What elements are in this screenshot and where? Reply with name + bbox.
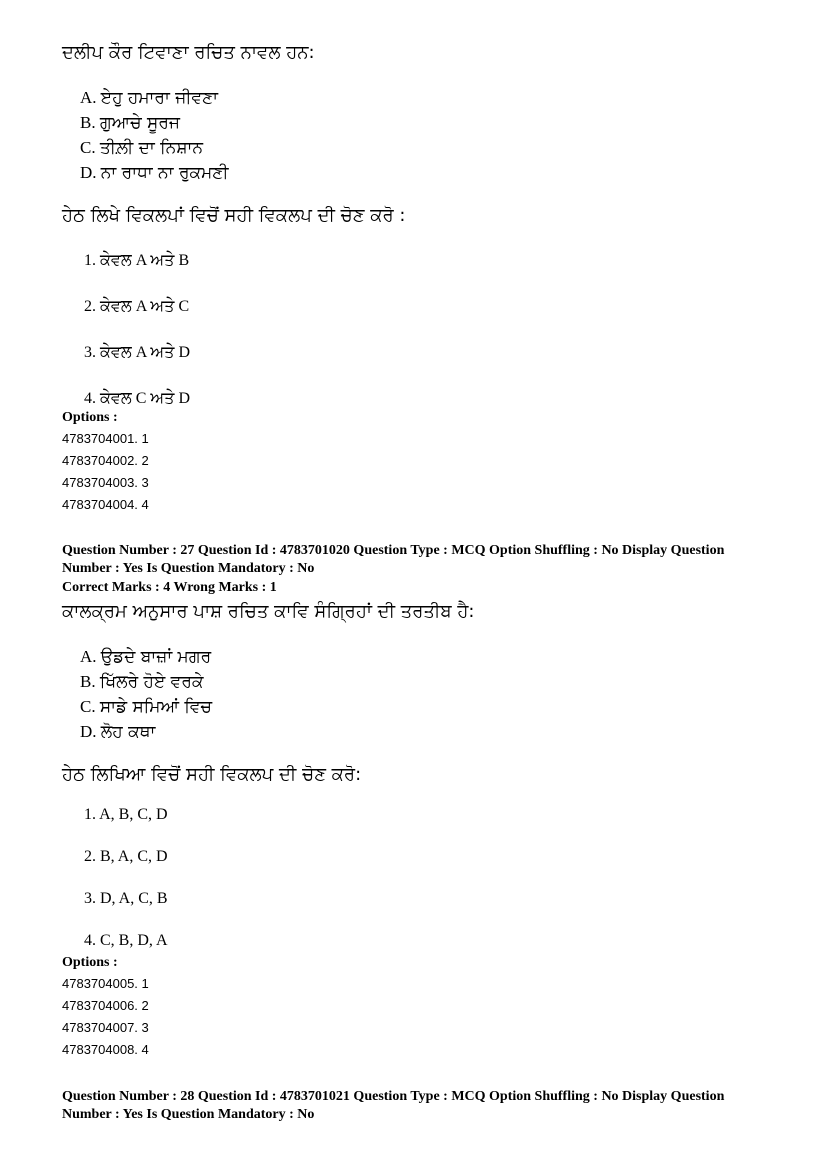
q26-option-id-1: 4783704001. 1 <box>62 431 149 446</box>
q26-choice-4[interactable]: 4. ਕੇਵਲ C ਅਤੇ D <box>84 388 190 407</box>
q26-choice-2[interactable]: 2. ਕੇਵਲ A ਅਤੇ C <box>84 296 190 315</box>
q27-option-id-1: 4783704005. 1 <box>62 976 149 991</box>
q26-option-id-3: 4783704003. 3 <box>62 475 149 490</box>
q27-item-c: C. ਸਾਡੇ ਸਮਿਆਂ ਵਿਚ <box>80 697 212 717</box>
q26-options-label: Options : <box>62 410 118 425</box>
q27-item-d: D. ਲੋਹ ਕਥਾ <box>80 722 156 742</box>
q28-meta-line2: Number : Yes Is Question Mandatory : No <box>62 1107 315 1122</box>
q27-choice-3[interactable]: 3. D, A, C, B <box>84 890 168 907</box>
q26-stem: ਦਲੀਪ ਕੌਰ ਟਿਵਾਣਾ ਰਚਿਤ ਨਾਵਲ ਹਨ: <box>62 42 315 63</box>
q26-option-id-2: 4783704002. 2 <box>62 453 149 468</box>
q26-item-b: B. ਗੁਆਚੇ ਸੂਰਜ <box>80 113 180 133</box>
q26-choice-1[interactable]: 1. ਕੇਵਲ A ਅਤੇ B <box>84 250 190 269</box>
q26-option-id-4: 4783704004. 4 <box>62 497 149 512</box>
q27-item-b: B. ਖਿੱਲਰੇ ਹੋਏ ਵਰਕੇ <box>80 672 204 692</box>
q26-item-c: C. ਤੀਲ਼ੀ ਦਾ ਨਿਸ਼ਾਨ <box>80 138 204 158</box>
q27-choice-4[interactable]: 4. C, B, D, A <box>84 932 168 949</box>
q27-stem: ਕਾਲਕ੍ਰਮ ਅਨੁਸਾਰ ਪਾਸ਼ ਰਚਿਤ ਕਾਵਿ ਸੰਗ੍ਰਿਹਾਂ ਦੀ ਤਰਤੀਬ ਹੈ: <box>62 601 475 622</box>
q26-item-d: D. ਨਾ ਰਾਧਾ ਨਾ ਰੁਕਮਣੀ <box>80 163 229 183</box>
q26-choice-3[interactable]: 3. ਕੇਵਲ A ਅਤੇ D <box>84 342 190 361</box>
q27-options-label: Options : <box>62 955 118 970</box>
q26-item-a: A. ਏਹੁ ਹਮਾਰਾ ਜੀਵਣਾ <box>80 88 219 108</box>
q27-marks: Correct Marks : 4 Wrong Marks : 1 <box>62 580 277 595</box>
q28-meta-line1: Question Number : 28 Question Id : 4783701021 Question Type : MCQ Option Shuffling : No Display Question <box>62 1089 725 1104</box>
q27-instruction: ਹੇਠ ਲਿਖਿਆ ਵਿਚੋਂ ਸਹੀ ਵਿਕਲਪ ਦੀ ਚੋਣ ਕਰੋ: <box>62 764 362 785</box>
q26-instruction: ਹੇਠ ਲਿਖੇ ਵਿਕਲਪਾਂ ਵਿਚੋਂ ਸਹੀ ਵਿਕਲਪ ਦੀ ਚੋਣ ਕਰੋ : <box>62 205 406 226</box>
q27-option-id-4: 4783704008. 4 <box>62 1042 149 1057</box>
q27-choice-1[interactable]: 1. A, B, C, D <box>84 806 168 823</box>
q27-meta-line2: Number : Yes Is Question Mandatory : No <box>62 561 315 576</box>
q27-item-a: A. ਉਡਦੇ ਬਾਜ਼ਾਂ ਮਗਰ <box>80 647 212 667</box>
q27-meta-line1: Question Number : 27 Question Id : 4783701020 Question Type : MCQ Option Shuffling : No Display Question <box>62 543 725 558</box>
q27-choice-2[interactable]: 2. B, A, C, D <box>84 848 168 865</box>
q27-option-id-2: 4783704006. 2 <box>62 998 149 1013</box>
q27-option-id-3: 4783704007. 3 <box>62 1020 149 1035</box>
